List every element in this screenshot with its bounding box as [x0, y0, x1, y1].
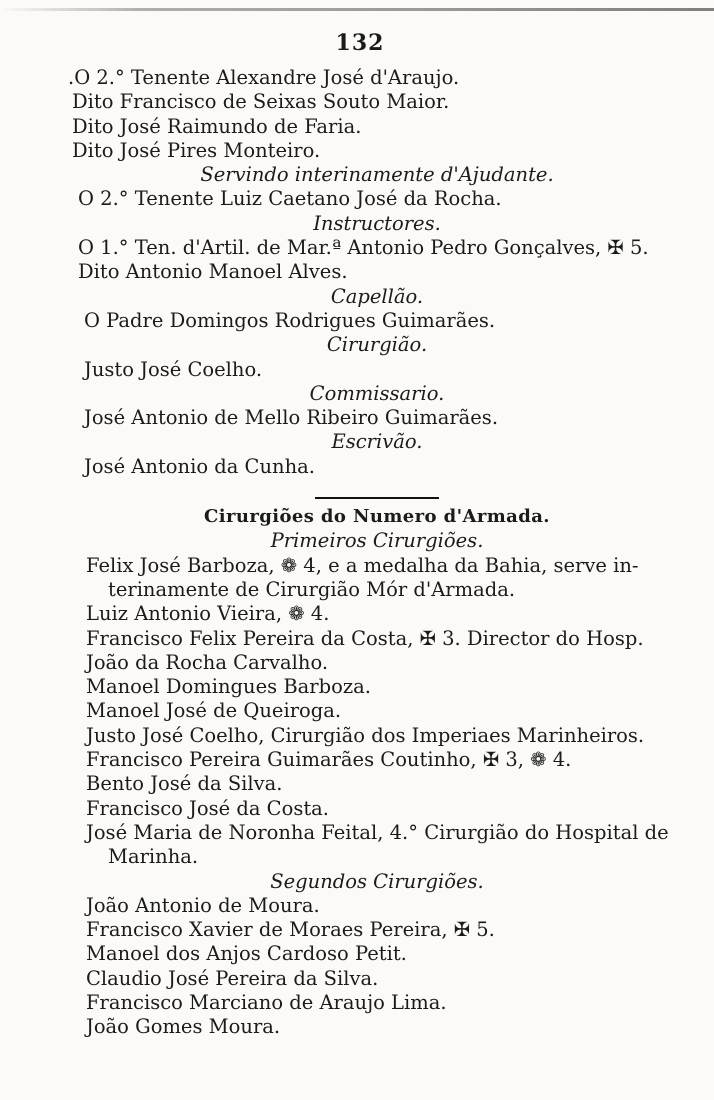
surgeon-line: João Antonio de Moura.	[86, 893, 320, 917]
surgeon-line: José Maria de Noronha Feital, 4.° Cirurgião do Hospital de	[86, 820, 669, 844]
surgeon-line: João da Rocha Carvalho.	[86, 650, 329, 674]
surgeon-line: Manoel José de Queiroga.	[86, 699, 342, 723]
heading-capellao: Capellão.	[330, 284, 424, 308]
surgeon-line: Bento José da Silva.	[86, 772, 283, 796]
surgeon-line: Francisco José da Costa.	[86, 796, 329, 820]
officer-line: José Antonio da Cunha.	[84, 454, 315, 478]
page-body	[68, 66, 682, 1040]
top-border-rule	[0, 8, 714, 11]
surgeon-line-continued: terinamente de Cirurgião Mór d'Armada.	[108, 577, 516, 601]
heading-primeiros: Primeiros Cirurgiões.	[270, 529, 484, 553]
surgeon-line-continued: Marinha.	[108, 845, 199, 869]
page-number: 132	[335, 30, 385, 56]
section-title: Cirurgiões do Numero d'Armada.	[204, 506, 550, 528]
surgeon-line: João Gomes Moura.	[86, 1015, 281, 1039]
surgeon-line: Francisco Marciano de Araujo Lima.	[86, 990, 447, 1014]
heading-segundos: Segundos Cirurgiões.	[270, 869, 484, 893]
officer-line: O 1.° Ten. d'Artil. de Mar.ª Antonio Pedro Gonçalves, ✠ 5.	[78, 236, 649, 260]
surgeon-line: Manoel dos Anjos Cardoso Petit.	[86, 942, 407, 966]
heading-instructores: Instructores.	[313, 211, 441, 235]
officer-line: Justo José Coelho.	[84, 357, 263, 381]
officer-line: José Antonio de Mello Ribeiro Guimarães.	[84, 406, 499, 430]
officer-line: O Padre Domingos Rodrigues Guimarães.	[84, 308, 496, 332]
officer-line: .O 2.° Tenente Alexandre José d'Araujo.	[68, 66, 460, 89]
section-divider	[315, 497, 439, 499]
heading-commissario: Commissario.	[309, 381, 445, 405]
surgeon-line: Francisco Pereira Guimarães Coutinho, ✠ 3, ❁ 4.	[86, 748, 572, 772]
surgeon-line: Luiz Antonio Vieira, ❁ 4.	[86, 602, 330, 626]
officer-line: Dito José Pires Monteiro.	[72, 138, 321, 162]
officer-line: Dito Francisco de Seixas Souto Maior.	[72, 90, 450, 114]
heading-escrivao: Escrivão.	[331, 430, 423, 454]
heading-ajudante: Servindo interinamente d'Ajudante.	[200, 163, 554, 187]
surgeon-line: Claudio José Pereira da Silva.	[86, 966, 379, 990]
surgeon-line: Manoel Domingues Barboza.	[86, 675, 371, 699]
heading-cirurgiao: Cirurgião.	[326, 333, 428, 357]
officer-line: Dito Antonio Manoel Alves.	[78, 260, 348, 284]
officer-line: Dito José Raimundo de Faria.	[72, 114, 362, 138]
surgeon-line: Francisco Xavier de Moraes Pereira, ✠ 5.	[86, 918, 495, 942]
surgeon-line: Justo José Coelho, Cirurgião dos Imperiaes Marinheiros.	[86, 723, 645, 747]
surgeon-line: Felix José Barboza, ❁ 4, e a medalha da Bahia, serve in-	[86, 553, 639, 577]
officer-line: O 2.° Tenente Luiz Caetano José da Rocha.	[78, 187, 502, 211]
surgeon-line: Francisco Felix Pereira da Costa, ✠ 3. Director do Hosp.	[86, 626, 644, 650]
